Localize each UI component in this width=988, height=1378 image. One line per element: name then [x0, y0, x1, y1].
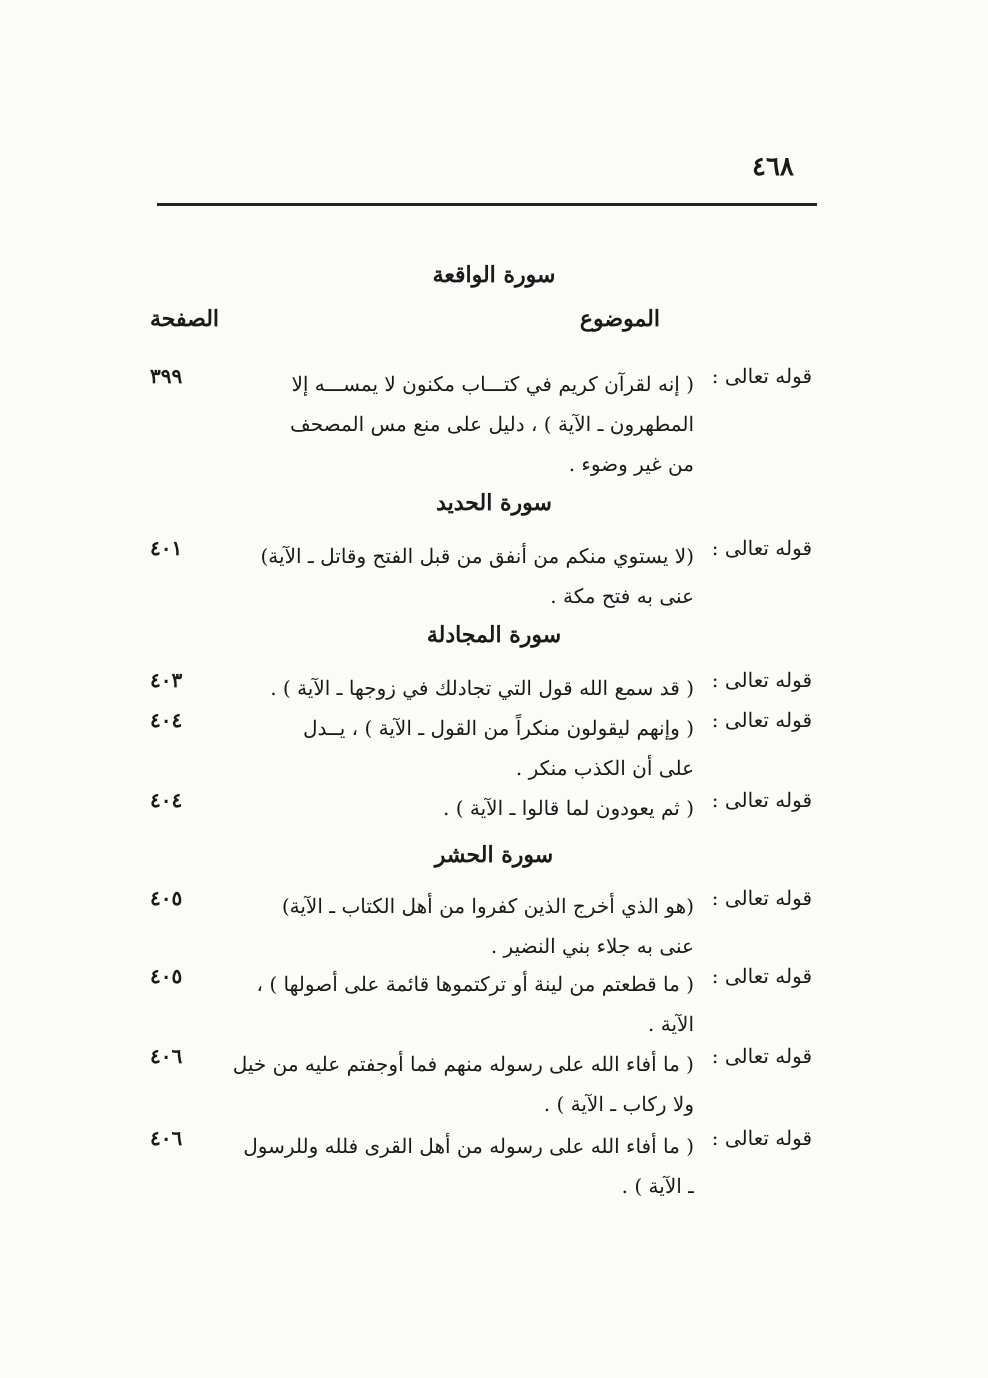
entry-line: عنى به جلاء بني النضير .: [490, 934, 694, 958]
entry-text: [232, 964, 694, 1044]
entry-label: قوله تعالى :: [711, 364, 812, 388]
entry-line: ( ما أفاء الله على رسوله من أهل القرى فلله وللرسول: [243, 1134, 694, 1158]
page-number: ٤٦٨: [752, 152, 794, 182]
entry-page-number: ٣٩٩: [150, 364, 183, 388]
entry-line: ( ما أفاء الله على رسوله منهم فما أوجفتم عليه من خيل: [232, 1052, 694, 1076]
entry-text: [232, 668, 694, 708]
entry-label: قوله تعالى :: [711, 788, 812, 812]
entry-page-number: ٤٠٦: [150, 1126, 183, 1150]
entry-page-number: ٤٠٤: [150, 708, 183, 732]
entry-label: قوله تعالى :: [711, 1126, 812, 1150]
entry-line: (هو الذي أخرج الذين كفروا من أهل الكتاب ـ الآية): [281, 894, 694, 918]
entry-page-number: ٤٠١: [150, 536, 183, 560]
section-heading-hadid: سورة الحديد: [436, 490, 552, 516]
column-header-topic: الموضوع: [579, 306, 660, 332]
column-header-page: الصفحة: [150, 306, 220, 332]
entry-line: ( وإنهم ليقولون منكراً من القول ـ الآية ) ، يــدل: [302, 716, 694, 740]
header-rule: [157, 203, 817, 206]
entry-label: قوله تعالى :: [711, 964, 812, 988]
entry-label: قوله تعالى :: [711, 886, 812, 910]
entry-page-number: ٤٠٥: [150, 964, 183, 988]
entry-text: [232, 788, 694, 828]
section-heading-hashr: سورة الحشر: [434, 842, 554, 868]
entry-label: قوله تعالى :: [711, 536, 812, 560]
entry-text: [232, 364, 694, 484]
entry-page-number: ٤٠٣: [150, 668, 183, 692]
entry-line: الآية .: [648, 1012, 694, 1036]
entry-line: (لا يستوي منكم من أنفق من قبل الفتح وقاتل ـ الآية): [260, 544, 694, 568]
entry-line: عنى به فتح مكة .: [550, 584, 694, 608]
entry-page-number: ٤٠٥: [150, 886, 183, 910]
entry-text: [232, 708, 694, 788]
section-heading-mujadila: سورة المجادلة: [426, 622, 562, 648]
entry-text: [232, 886, 694, 966]
entry-line: على أن الكذب منكر .: [515, 756, 694, 780]
entry-line: ولا ركاب ـ الآية ) .: [543, 1092, 694, 1116]
entry-label: قوله تعالى :: [711, 668, 812, 692]
entry-line: ( ما قطعتم من لينة أو تركتموها قائمة على أصولها ) ،: [256, 972, 694, 996]
entry-line: ( ثم يعودون لما قالوا ـ الآية ) .: [443, 796, 694, 820]
entry-page-number: ٤٠٤: [150, 788, 183, 812]
entry-line: من غير وضوء .: [568, 452, 694, 476]
section-heading-waqia: سورة الواقعة: [432, 262, 556, 288]
entry-page-number: ٤٠٦: [150, 1044, 183, 1068]
entry-line: المطهرون ـ الآية ) ، دليل على منع مس المصحف: [290, 412, 694, 436]
entry-text: [232, 1126, 694, 1206]
entry-text: [232, 1044, 694, 1124]
entry-label: قوله تعالى :: [711, 1044, 812, 1068]
entry-line: ( قد سمع الله قول التي تجادلك في زوجها ـ الآية ) .: [270, 676, 694, 700]
entry-line: ـ الآية ) .: [621, 1174, 694, 1198]
entry-line: ( إنه لقرآن كريم في كتـــاب مكنون لا يمســـه إلا: [291, 372, 694, 396]
entry-label: قوله تعالى :: [711, 708, 812, 732]
entry-text: [232, 536, 694, 616]
